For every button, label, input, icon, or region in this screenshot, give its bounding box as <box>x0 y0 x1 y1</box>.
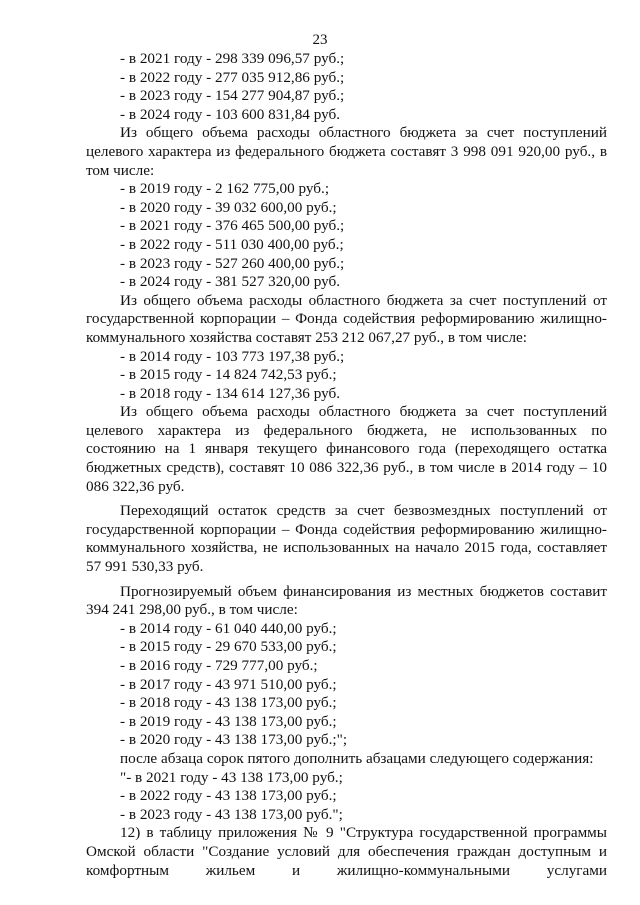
list-item: - в 2015 году - 14 824 742,53 руб.; <box>120 366 337 384</box>
list-item: - в 2022 году - 43 138 173,00 руб.; <box>120 787 337 805</box>
list-item: - в 2017 году - 43 971 510,00 руб.; <box>120 675 337 693</box>
list-item: "- в 2021 году - 43 138 173,00 руб.; <box>120 768 343 786</box>
list-item: - в 2016 году - 729 777,00 руб.; <box>120 657 318 674</box>
list-item: - в 2018 году - 43 138 173,00 руб.; <box>120 694 337 712</box>
list-item: - в 2023 году - 43 138 173,00 руб."; <box>120 805 343 823</box>
paragraph: Из общего объема расходы областного бюджета за счет поступлений целевого характера из федерального бюджета составят 3 998 091 920,00 руб., в том числе: <box>86 124 607 179</box>
paragraph: Прогнозируемый объем финансирования из местных бюджетов составит 394 241 298,00 руб., в том числе: <box>86 582 607 619</box>
list-item: - в 2024 году - 381 527 320,00 руб. <box>120 273 341 291</box>
list-item: - в 2021 году - 376 465 500,00 руб.; <box>120 217 345 235</box>
list-item: - в 2021 году - 298 339 096,57 руб.; <box>120 50 345 67</box>
list-item: - в 2022 году - 511 030 400,00 руб.; <box>120 235 344 253</box>
page-number: 23 <box>312 32 328 48</box>
paragraph: 12) в таблицу приложения № 9 "Структура государственной программы Омской области "Создание условий для обеспечения граждан доступным и комфортным жильем и жилищно-коммунальными услугами <box>86 824 607 879</box>
paragraph: Из общего объема расходы областного бюджета за счет поступлений от государственной корпорации – Фонда содействия реформированию жилищно-коммунального хозяйства составят 253 212 067,27 руб., в том числе: <box>86 291 607 346</box>
list-item: - в 2015 году - 29 670 533,00 руб.; <box>120 638 337 656</box>
document-body <box>86 50 607 880</box>
list-item: - в 2018 году - 134 614 127,36 руб. <box>120 384 341 402</box>
list-item: - в 2014 году - 103 773 197,38 руб.; <box>120 347 345 365</box>
list-item: - в 2019 году - 43 138 173,00 руб.; <box>120 712 337 730</box>
list-item: - в 2020 году - 43 138 173,00 руб.;"; <box>120 731 348 749</box>
paragraph: Из общего объема расходы областного бюджета за счет поступлений целевого характера из федерального бюджета, не использованных по состоянию на 1 января текущего финансового года (переходящего остатка бюджетных средств), составят 10 086 322,36 руб., в том числе в 2014 году – 10 086 322,36 руб. <box>86 403 607 495</box>
paragraph: Переходящий остаток средств за счет безвозмездных поступлений от государственной корпорации – Фонда содействия реформированию жилищно-коммунального хозяйства, не использованных на начало 2015 года, составляет 57 991 530,33 руб. <box>86 502 607 576</box>
list-item: - в 2019 году - 2 162 775,00 руб.; <box>120 180 330 198</box>
list-item: - в 2022 году - 277 035 912,86 руб.; <box>120 68 345 86</box>
list-item: - в 2023 году - 527 260 400,00 руб.; <box>120 254 345 272</box>
list-item: - в 2024 году - 103 600 831,84 руб. <box>120 105 341 123</box>
list-item: - в 2014 году - 61 040 440,00 руб.; <box>120 619 337 637</box>
list-item: после абзаца сорок пятого дополнить абзацами следующего содержания: <box>120 749 594 767</box>
list-item: - в 2020 году - 39 032 600,00 руб.; <box>120 198 337 216</box>
list-item: - в 2023 году - 154 277 904,87 руб.; <box>120 87 345 105</box>
